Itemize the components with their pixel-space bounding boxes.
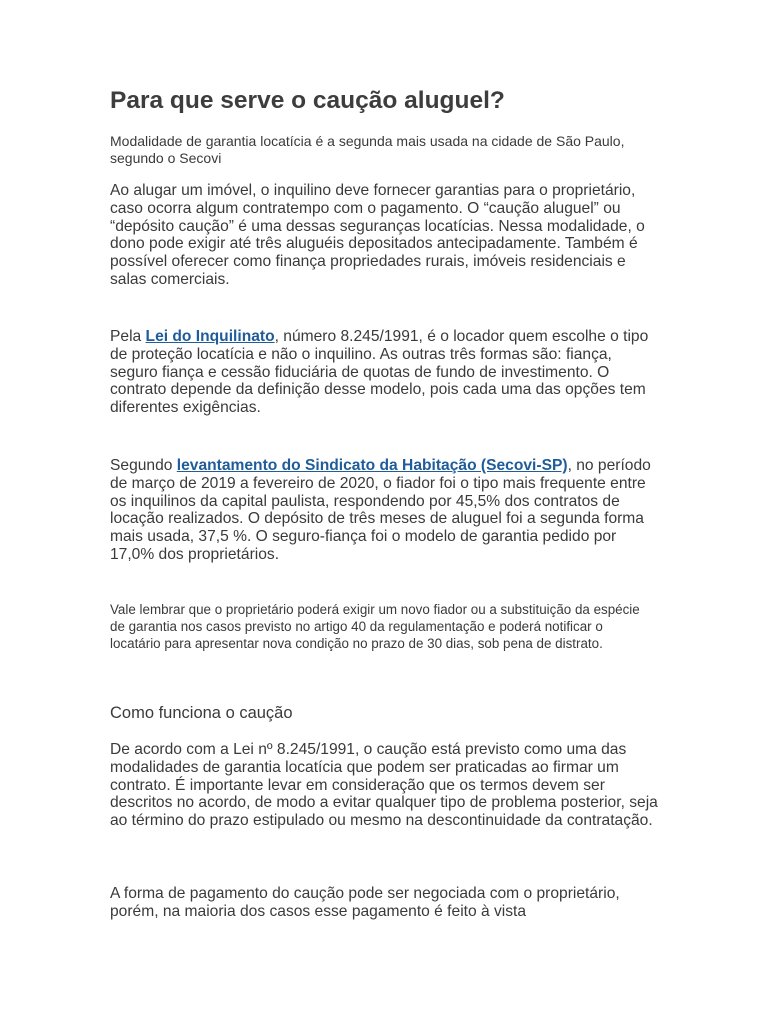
paragraph-text: , no período de março de 2019 a fevereiro de 2020, o fiador foi o tipo mais frequente entre os inquilinos da capital paulista, respondendo por 45,5% dos contratos de locação realizados. O depósito de três meses de aluguel foi a segunda forma mais usada, 37,5 %. O seguro-fiança foi o modelo de garantia pedido por 17,0% dos proprietários.: [110, 457, 651, 563]
paragraph-note: Vale lembrar que o proprietário poderá exigir um novo fiador ou a substituição da espécie de garantia nos casos previsto no artigo 40 da regulamentação e poderá notificar o locatário para apresentar nova condição no prazo de 30 dias, sob pena de distrato.: [110, 602, 640, 651]
paragraph-text: Segundo: [110, 457, 177, 474]
paragraph-como-funciona: De acordo com a Lei nº 8.245/1991, o caução está previsto como uma das modalidades de garantia locatícia que podem ser praticadas ao firmar um contrato. É importante levar em consideração que os termos devem ser descritos no acordo, de modo a evitar qualquer tipo de problema posterior, seja ao término do prazo estipulado ou mesmo na descontinuidade da contratação.: [110, 741, 658, 830]
paragraph-text: , número 8.245/1991, é o locador quem escolhe o tipo de proteção locatícia e não o inquilino. As outras três formas são: fiança, seguro fiança e cessão fiduciária de quotas de fundo de investimento. O contrato depende da definição desse modelo, pois cada uma das opções tem diferentes exigências.: [110, 328, 649, 417]
article-title: Para que serve o caução aluguel?: [110, 87, 505, 114]
paragraph-lei-inquilinato: [110, 328, 662, 417]
paragraph-text: Pela: [110, 328, 146, 345]
article-subtitle: Modalidade de garantia locatícia é a segunda mais usada na cidade de São Paulo, segundo o Secovi: [110, 133, 625, 166]
paragraph-intro: Ao alugar um imóvel, o inquilino deve fornecer garantias para o proprietário, caso ocorra algum contratempo com o pagamento. O “caução aluguel” ou “depósito caução” é uma dessas seguranças locatícias. Nessa modalidade, o dono pode exigir até três aluguéis depositados antecipadamente. Também é possível oferecer como finança propriedades rurais, imóveis residenciais e salas comerciais.: [110, 182, 645, 288]
paragraph-pagamento: A forma de pagamento do caução pode ser negociada com o proprietário, porém, na maioria dos casos esse pagamento é feito à vista: [110, 885, 620, 920]
link-lei-do-inquilinato[interactable]: Lei do Inquilinato: [145, 328, 275, 345]
paragraph-secovi: [110, 457, 662, 564]
link-levantamento-secovi[interactable]: levantamento do Sindicato da Habitação (Secovi-SP): [176, 457, 568, 474]
section-heading: Como funciona o caução: [110, 704, 293, 722]
